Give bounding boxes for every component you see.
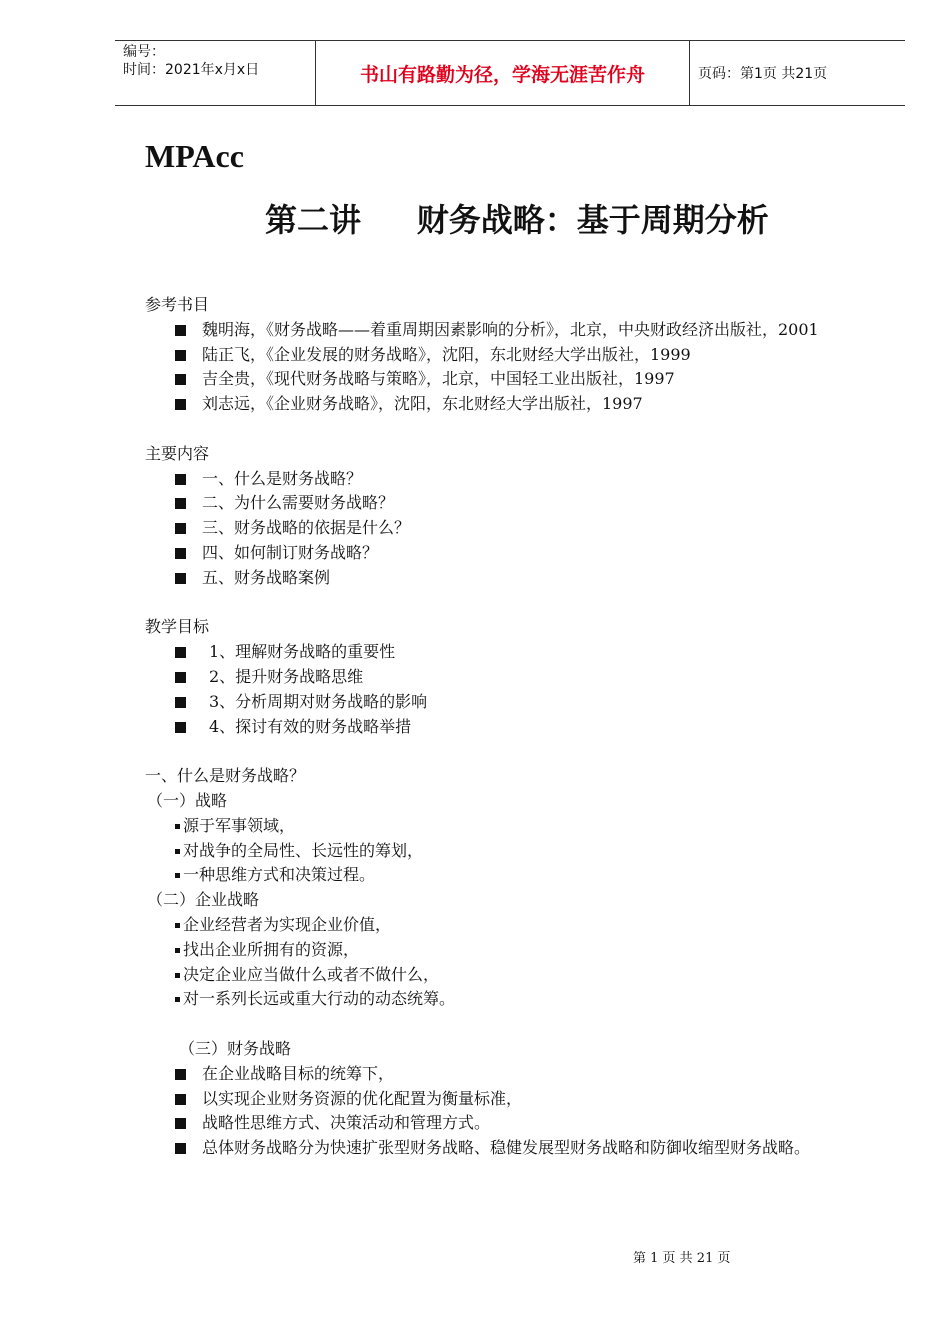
reference-item: 魏明海，《财务战略——着重周期因素影响的分析》，北京，中央财政经济出版社，2001: [145, 318, 885, 343]
objectives-heading: 教学目标: [145, 617, 210, 637]
document-body: [145, 293, 885, 1161]
small-square-bullet-icon: [175, 997, 180, 1002]
header-motto: 书山有路勤为径，学海无涯苦作舟: [316, 41, 690, 105]
small-bullet-item: 对一系列长远或重大行动的动态统筹。: [145, 987, 885, 1012]
reference-item: 吉全贵，《现代财务战略与策略》，北京，中国轻工业出版社，1997: [145, 367, 885, 392]
small-bullet-item: 企业经营者为实现企业价值，: [145, 913, 885, 938]
square-bullet-icon: [175, 548, 186, 559]
time-label: 时间：2021年x月x日: [123, 62, 260, 78]
square-bullet-icon: [175, 474, 186, 485]
reference-item: 陆正飞，《企业发展的财务战略》，沈阳，东北财经大学出版社，1999: [145, 343, 885, 368]
small-bullet-item: 找出企业所拥有的资源，: [145, 938, 885, 963]
contents-item: 三、财务战略的依据是什么？: [145, 516, 885, 541]
header-page-info: 页码：第1页 共21页: [698, 66, 828, 82]
strategy-item: 战略性思维方式、决策活动和管理方式。: [145, 1111, 885, 1136]
small-square-bullet-icon: [175, 923, 180, 928]
square-bullet-icon: [175, 374, 186, 385]
square-bullet-icon: [175, 1094, 186, 1105]
contents-item: 二、为什么需要财务战略？: [145, 491, 885, 516]
contents-item: 一、什么是财务战略？: [145, 467, 885, 492]
small-bullet-item: 源于军事领域，: [145, 814, 885, 839]
small-square-bullet-icon: [175, 973, 180, 978]
contents-heading: 主要内容: [145, 443, 210, 463]
square-bullet-icon: [175, 672, 186, 683]
strategy-item: 以实现企业财务资源的优化配置为衡量标准，: [145, 1087, 885, 1112]
small-bullet-item: 决定企业应当做什么或者不做什么，: [145, 963, 885, 988]
small-square-bullet-icon: [175, 948, 180, 953]
objective-item: 2、提升财务战略思维: [145, 665, 885, 690]
square-bullet-icon: [175, 523, 186, 534]
lecture-title: 第二讲 财务战略：基于周期分析: [265, 201, 769, 239]
small-square-bullet-icon: [175, 873, 180, 878]
square-bullet-icon: [175, 722, 186, 733]
strategy-item: 总体财务战略分为快速扩张型财务战略、稳健发展型财务战略和防御收缩型财务战略。: [145, 1136, 885, 1161]
square-bullet-icon: [175, 1118, 186, 1129]
square-bullet-icon: [175, 573, 186, 584]
small-bullet-item: 对战争的全局性、长远性的筹划，: [145, 839, 885, 864]
square-bullet-icon: [175, 647, 186, 658]
reference-item: 刘志远，《企业财务战略》，沈阳，东北财经大学出版社，1997: [145, 392, 885, 417]
small-square-bullet-icon: [175, 849, 180, 854]
small-square-bullet-icon: [175, 824, 180, 829]
square-bullet-icon: [175, 697, 186, 708]
strategy-item: 在企业战略目标的统筹下，: [145, 1062, 885, 1087]
square-bullet-icon: [175, 399, 186, 410]
header-table: [115, 40, 905, 106]
subsection-heading: （一）战略: [147, 790, 228, 810]
objective-item: 3、分析周期对财务战略的影响: [145, 690, 885, 715]
square-bullet-icon: [175, 325, 186, 336]
subsection-heading: （三）财务战略: [179, 1038, 292, 1058]
square-bullet-icon: [175, 1069, 186, 1080]
number-label: 编号：: [123, 44, 165, 60]
small-bullet-item: 一种思维方式和决策过程。: [145, 863, 885, 888]
square-bullet-icon: [175, 498, 186, 509]
references-heading: 参考书目: [145, 295, 210, 314]
objective-item: 1、理解财务战略的重要性: [145, 640, 885, 665]
course-title: MPAcc: [145, 138, 244, 174]
square-bullet-icon: [175, 350, 186, 361]
contents-item: 五、财务战略案例: [145, 566, 885, 591]
header-meta: [115, 41, 316, 105]
section1-heading: 一、什么是财务战略？: [145, 766, 306, 786]
contents-item: 四、如何制订财务战略？: [145, 541, 885, 566]
square-bullet-icon: [175, 1143, 186, 1154]
page-footer: 第 1 页 共 21 页: [633, 1251, 731, 1266]
subsection-heading: （二）企业战略: [147, 890, 260, 910]
objective-item: 4、探讨有效的财务战略举措: [145, 715, 885, 740]
